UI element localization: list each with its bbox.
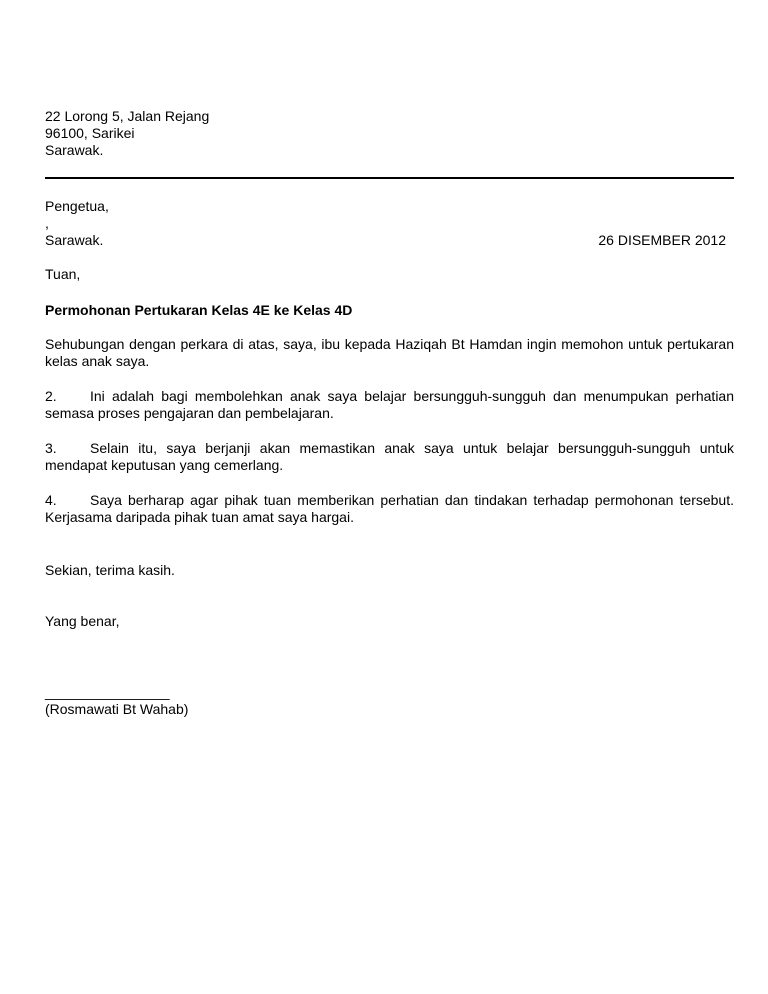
sender-address-line-2: 96100, Sarikei bbox=[45, 125, 135, 141]
signature-line: ________________ bbox=[45, 684, 170, 700]
recipient-address-line-2: , bbox=[45, 215, 49, 231]
sender-address bbox=[45, 108, 209, 159]
letter-date: 26 DISEMBER 2012 bbox=[598, 232, 726, 248]
paragraph-1 bbox=[45, 336, 734, 370]
sender-address-line-3: Sarawak. bbox=[45, 142, 104, 158]
paragraph-3-number: 3. bbox=[45, 440, 57, 456]
paragraph-2-number: 2. bbox=[45, 388, 57, 404]
salutation: Tuan, bbox=[45, 266, 81, 282]
recipient-address bbox=[45, 198, 109, 249]
paragraph-4-text: Saya berharap agar pihak tuan memberikan perhatian dan tindakan terhadap permohonan tersebut. Kerjasama daripada pihak tuan amat saya hargai. bbox=[45, 492, 734, 525]
paragraph-4-number: 4. bbox=[45, 492, 57, 508]
sender-address-line-1: 22 Lorong 5, Jalan Rejang bbox=[45, 108, 210, 124]
header-divider bbox=[45, 177, 734, 179]
paragraph-2 bbox=[45, 388, 734, 422]
paragraph-3-text: Selain itu, saya berjanji akan memastikan anak saya untuk belajar bersungguh-sungguh untuk mendapat keputusan yang cemerlang. bbox=[45, 440, 734, 473]
paragraph-4 bbox=[45, 492, 734, 526]
signatory-name: (Rosmawati Bt Wahab) bbox=[45, 701, 189, 717]
recipient-address-line-3: Sarawak. bbox=[45, 232, 104, 248]
paragraph-2-text: Ini adalah bagi membolehkan anak saya belajar bersungguh-sungguh dan menumpukan perhatian semasa proses pengajaran dan pembelajaran. bbox=[45, 388, 734, 421]
closing-remark: Sekian, terima kasih. bbox=[45, 562, 175, 578]
recipient-address-line-1: Pengetua, bbox=[45, 198, 109, 214]
sign-off: Yang benar, bbox=[45, 613, 120, 629]
paragraph-3 bbox=[45, 440, 734, 474]
paragraph-1-text: Sehubungan dengan perkara di atas, saya, ibu kepada Haziqah Bt Hamdan ingin memohon untuk pertukaran kelas anak saya. bbox=[45, 336, 734, 369]
letter-subject: Permohonan Pertukaran Kelas 4E ke Kelas 4D bbox=[45, 302, 353, 318]
